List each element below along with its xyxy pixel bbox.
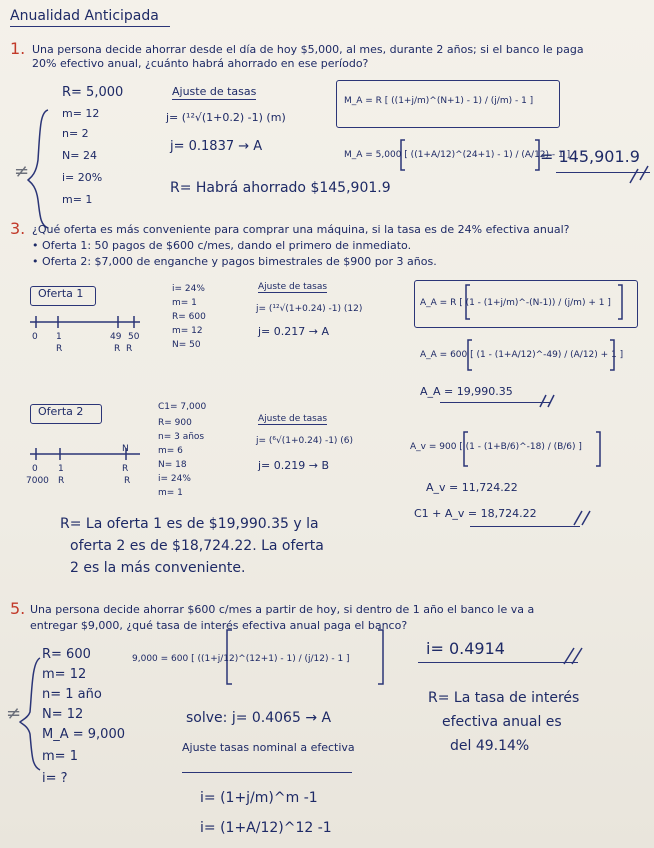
o2-tl-7000: 7000 [26,476,49,486]
o1-tl-R2: R [114,344,121,354]
o1-label: Oferta 1 [38,287,84,300]
p1-main-formula: M_A = 5,000 [ ((1+A/12)^(24+1) - 1) / (A/12) - 1 ] [344,150,571,160]
o1-tl-50: 50 [128,332,140,342]
p5-ajuste-underline [182,772,352,773]
p5-given-R: R= 600 [42,647,91,662]
p3-statement: ¿Qué oferta es más conveniente para comprar una máquina, si la tasa es de 24% efectiva anual? [32,223,570,236]
o1-given-N: N= 50 [172,340,201,350]
p5-i-result: i= 0.4914 [426,639,505,658]
p5-statement-line2: entregar $9,000, ¿qué tasa de interés efectiva anual paga el banco? [30,619,408,632]
p5-ajuste-formula1: i= (1+j/m)^m -1 [200,790,318,806]
p1-result: = 145,901.9 [540,147,640,166]
p3-offer1: • Oferta 1: 50 pagos de $600 c/mes, dando el primero de inmediato. [32,239,412,252]
p5-statement-line1: Una persona decide ahorrar $600 c/mes a partir de hoy, si dentro de 1 año el banco le va a [30,603,535,616]
p3-answer-line1: R= La oferta 1 es de $19,990.35 y la [60,516,319,532]
o1-result-underline [440,402,550,403]
o2-calc: A_v = 900 [ (1 - (1+B/6)^-18) / (B/6) ] [410,442,582,452]
o1-tl-1: 1 [56,332,62,342]
p1-given-m2: m= 1 [62,193,93,206]
p5-brace [20,658,40,770]
o1-tl-0: 0 [32,332,38,342]
p1-box-formula: M_A = R [ ((1+j/m)^(N+1) - 1) / (j/m) - 1 ] [344,96,534,106]
p1-ajuste-title: Ajuste de tasas [172,85,257,98]
p5-given-MA: M_A = 9,000 [42,727,125,742]
o1-given-m: m= 1 [172,298,197,308]
o2-given-C1: C1= 7,000 [158,402,207,412]
p1-answer: R= Habrá ahorrado $145,901.9 [170,180,391,196]
o1-ajuste-result: j= 0.217 → A [258,325,329,338]
p1-result-underline [556,172,650,173]
o2-total-underline [470,526,580,527]
p3-number: 3. [10,219,26,238]
title-underline [10,26,170,27]
p1-given-i: i= 20% [62,171,103,184]
p3-offer2: • Oferta 2: $7,000 de enganche y pagos bimestrales de $900 por 3 años. [32,255,437,268]
o2-ajuste-title: Ajuste de tasas [258,414,328,424]
o1-tl-R1: R [56,344,63,354]
o2-tl-R: R [122,464,129,474]
p5-equation: 9,000 = 600 [ ((1+j/12)^(12+1) - 1) / (j/12) - 1 ] [132,654,350,664]
o2-given-i: i= 24% [158,474,191,484]
p5-number: 5. [10,599,26,618]
p5-result-underline [418,662,578,663]
o2-given-N: N= 18 [158,460,187,470]
p3-answer-line2: oferta 2 es de $18,724.22. La oferta [70,538,324,554]
o1-given-R: R= 600 [172,312,206,322]
p1-number: 1. [10,39,26,58]
o2-given-m: m= 6 [158,446,183,456]
not-equal-mark-p5: ≠ [6,703,22,724]
p5-ajuste-formula2: i= (1+A/12)^12 -1 [200,820,332,836]
p1-given-n: n= 2 [62,127,89,140]
p5-answer-line2: efectiva anual es [442,714,562,730]
o2-tl-1: 1 [58,464,64,474]
p1-given-R: R= 5,000 [62,85,124,100]
p1-statement-line1: Una persona decide ahorrar desde el día de hoy $5,000, al mes, durante 2 años; si el banco le paga [32,43,584,56]
page-title: Anualidad Anticipada [10,8,159,24]
o1-ajuste-formula: j= (¹²√(1+0.24) -1) (12) [256,304,363,314]
o1-tl-R3: R [126,344,133,354]
o2-given-m1: m= 1 [158,488,183,498]
o2-av-result: A_v = 11,724.22 [426,481,518,494]
p5-solve: solve: j= 0.4065 → A [186,710,332,726]
o2-total: C1 + A_v = 18,724.22 [414,507,537,520]
o2-tl-R2: R [124,476,131,486]
o1-given-i: i= 24% [172,284,205,294]
not-equal-mark: ≠ [14,161,30,182]
p5-ajuste-title: Ajuste tasas nominal a efectiva [182,741,355,754]
p1-statement-line2: 20% efectivo anual, ¿cuánto habrá ahorrado en ese período? [32,57,369,70]
p5-given-m1: m= 1 [42,749,78,764]
p3-answer-line3: 2 es la más conveniente. [70,560,246,576]
o1-tl-49: 49 [110,332,122,342]
p5-given-i: i= ? [42,771,68,786]
p5-given-N: N= 12 [42,707,84,722]
o2-ajuste-formula: j= (⁶√(1+0.24) -1) (6) [256,436,354,446]
o1-box-formula: A_A = R [ (1 - (1+j/m)^-(N-1)) / (j/m) + 1 ] [420,298,611,308]
o2-ajuste-result: j= 0.219 → B [258,459,330,472]
o1-result: A_A = 19,990.35 [420,385,513,398]
o2-tl-0: 0 [32,464,38,474]
o1-ajuste-title: Ajuste de tasas [258,282,328,292]
o2-tl-N: N [122,444,129,454]
p5-answer-line3: del 49.14% [450,738,530,754]
p1-ajuste-result: j= 0.1837 → A [170,139,263,154]
p1-ajuste-formula: j= (¹²√(1+0.2) -1) (m) [166,111,286,124]
o2-label: Oferta 2 [38,405,84,418]
o2-given-R: R= 900 [158,418,192,428]
p5-answer-line1: R= La tasa de interés [428,690,580,706]
p1-brace [28,110,48,228]
p5-given-m: m= 12 [42,667,87,682]
p1-given-N: N= 24 [62,149,97,162]
p1-given-m: m= 12 [62,107,100,120]
o2-given-n: n= 3 años [158,432,205,442]
p5-given-n: n= 1 año [42,687,102,702]
o1-given-m12: m= 12 [172,326,203,336]
o2-tl-R1: R [58,476,65,486]
o1-calc: A_A = 600 [ (1 - (1+A/12)^-49) / (A/12) + 1 ] [420,350,624,360]
